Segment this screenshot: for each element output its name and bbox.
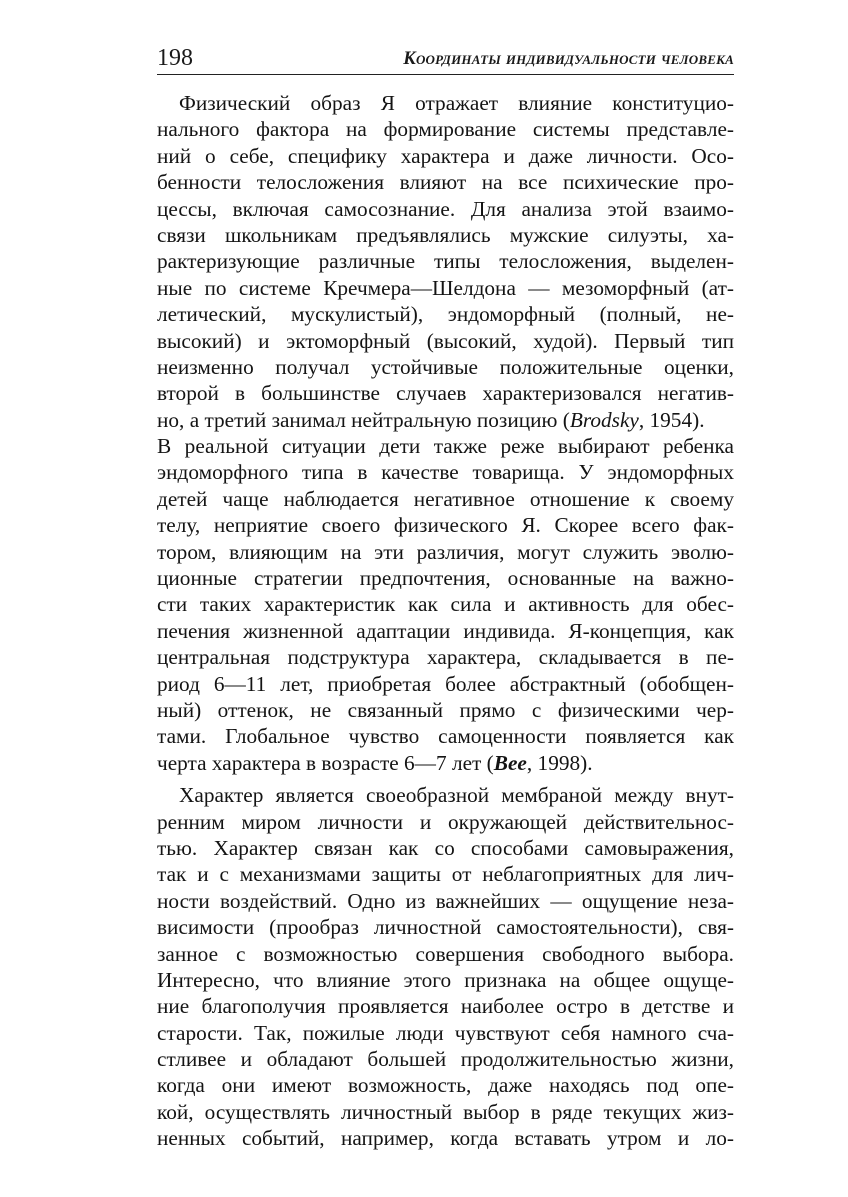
text-line-with-citation — [157, 750, 734, 776]
text-line: детей чаще наблюдается негативное отношение к своему — [157, 486, 734, 511]
text-line: кой, осуществлять личностный выбор в ряде текущих жиз- — [157, 1099, 734, 1124]
text-line: ренним миром личности и окружающей действительнос- — [157, 809, 734, 834]
text-line: неизменно получал устойчивые положительные оценки, — [157, 354, 734, 379]
text-line: летический, мускулистый), эндоморфный (полный, не- — [157, 302, 734, 327]
text-line: эндоморфного типа в качестве товарища. У эндоморфных — [157, 460, 734, 485]
text-fragment: черта характера в возрасте 6—7 лет ( — [157, 750, 494, 775]
text-line: сти таких характеристик как сила и активность для обес- — [157, 592, 734, 617]
text-line: стливее и обладают большей продолжительностью жизни, — [157, 1047, 734, 1072]
text-line: второй в большинстве случаев характеризовался негатив- — [157, 381, 734, 406]
text-line: старости. Так, пожилые люди чувствуют себя намного сча- — [157, 1020, 734, 1045]
text-line: печения жизненной адаптации индивида. Я-концепция, как — [157, 618, 734, 643]
text-line: телу, неприятие своего физического Я. Скорее всего фак- — [157, 513, 734, 538]
text-fragment: но, а третий занимал нейтральную позицию ( — [157, 407, 570, 432]
citation-author: Bee — [493, 750, 527, 775]
text-line: нального фактора на формирование системы представле- — [157, 117, 734, 142]
text-line: ний о себе, специфику характера и даже личности. Осо- — [157, 143, 734, 168]
text-line: рактеризующие различные типы телосложения, выделен- — [157, 249, 734, 274]
text-line: риод 6—11 лет, приобретая более абстрактный (обобщен- — [157, 671, 734, 696]
text-line: бенности телосложения влияют на все психические про- — [157, 170, 734, 195]
text-line: центральная подструктура характера, складывается в пе- — [157, 645, 734, 670]
citation-year: , 1998). — [526, 750, 593, 775]
text-line: ности воздействий. Одно из важнейших — ощущение неза- — [157, 888, 734, 913]
text-line: занное с возможностью совершения свободного выбора. — [157, 941, 734, 966]
citation-year: , 1954). — [638, 407, 705, 432]
body-text — [157, 90, 734, 1152]
text-line: ные по системе Кречмера—Шелдона — мезоморфный (ат- — [157, 275, 734, 300]
text-line: связи школьникам предъявлялись мужские силуэты, ха- — [157, 222, 734, 247]
paragraph-1 — [157, 90, 734, 776]
running-title: Координаты индивидуальности человека — [403, 49, 734, 69]
running-head — [157, 38, 734, 75]
text-line: Характер является своеобразной мембраной между внут- — [179, 783, 734, 808]
text-line: ционные стратегии предпочтения, основанные на важно- — [157, 566, 734, 591]
paragraph-2 — [157, 782, 734, 1151]
page-number: 198 — [157, 45, 193, 71]
text-line: Физический образ Я отражает влияние конституцио- — [179, 91, 734, 115]
text-line: висимости (прообраз личностной самостоятельности), свя- — [157, 915, 734, 940]
text-line: когда они имеют возможность, даже находясь под опе- — [157, 1073, 734, 1098]
citation-author: Brodsky — [569, 407, 639, 432]
text-line: цессы, включая самосознание. Для анализа этой взаимо- — [157, 196, 734, 221]
text-line: высокий) и эктоморфный (высокий, худой). Первый тип — [157, 328, 734, 353]
text-line: так и с механизмами защиты от неблагоприятных для лич- — [157, 862, 734, 887]
text-line: тором, влияющим на эти различия, могут служить эволю- — [157, 539, 734, 564]
text-line: ный) оттенок, не связанный прямо с физическими чер- — [157, 697, 734, 722]
text-line: В реальной ситуации дети также реже выбирают ребенка — [157, 434, 734, 459]
text-line: тами. Глобальное чувство самоценности появляется как — [157, 724, 734, 749]
text-line: ненных событий, например, когда вставать утром и ло- — [157, 1126, 734, 1151]
text-line: Интересно, что влияние этого признака на общее ощуще- — [157, 967, 734, 992]
text-line: ние благополучия проявляется наиболее остро в детстве и — [157, 994, 734, 1019]
text-line: тью. Характер связан как со способами самовыражения, — [157, 835, 734, 860]
text-line-with-citation — [157, 407, 734, 433]
